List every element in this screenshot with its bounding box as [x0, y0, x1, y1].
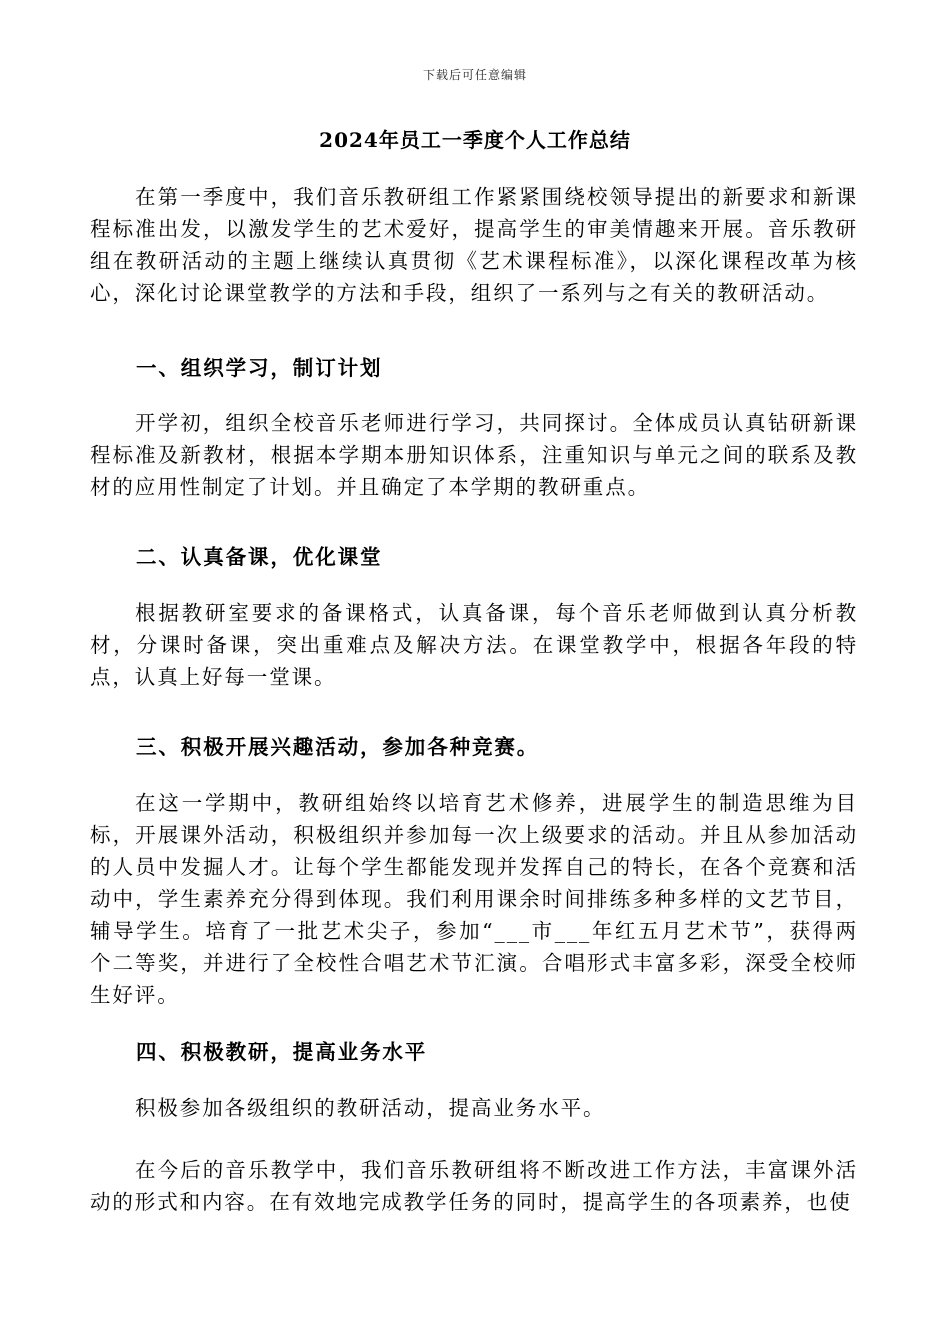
header-note: 下载后可任意编辑 — [422, 68, 527, 82]
section-heading-1: 一、组织学习，制订计划 — [136, 356, 383, 380]
section-body-1: 开学初，组织全校音乐老师进行学习，共同探讨。全体成员认真钻研新课程标准及新教材，根据本学期本册知识体系，注重知识与单元之间的联系及教材的应用性制定了计划。并且确定了本学期的教研重点。 — [90, 411, 858, 499]
section-heading-2: 二、认真备课，优化课堂 — [136, 545, 383, 569]
intro-paragraph: 在第一季度中，我们音乐教研组工作紧紧围绕校领导提出的新要求和新课程标准出发，以激发学生的艺术爱好，提高学生的审美情趣来开展。音乐教研组在教研活动的主题上继续认真贯彻《艺术课程标准》，以深化课程改革为核心，深化讨论课堂教学的方法和手段，组织了一系列与之有关的教研活动。 — [90, 185, 858, 305]
section-heading-4: 四、积极教研，提高业务水平 — [136, 1040, 428, 1064]
closing-paragraph: 在今后的音乐教学中，我们音乐教研组将不断改进工作方法，丰富课外活动的形式和内容。在有效地完成教学任务的同时，提高学生的各项素养，也使 — [90, 1158, 858, 1214]
section-heading-3: 三、积极开展兴趣活动，参加各种竞赛。 — [136, 735, 540, 759]
section-body-4: 积极参加各级组织的教研活动，提高业务水平。 — [135, 1096, 606, 1120]
section-body-3: 在这一学期中，教研组始终以培育艺术修养，进展学生的制造思维为目标，开展课外活动，积极组织并参加每一次上级要求的活动。并且从参加活动的人员中发掘人才。让每个学生都能发现并发挥自己的特长，在各个竞赛和活动中，学生素养充分得到体现。我们利用课余时间排练多种多样的文艺节目，辅导学生。培育了一批艺术尖子，参加“___市___年红五月艺术节”，获得两个二等奖，并进行了全校性合唱艺术节汇演。合唱形式丰富多彩，深受全校师生好评。 — [90, 791, 858, 1007]
document-title: 2024年员工一季度个人工作总结 — [319, 128, 631, 152]
section-body-2: 根据教研室要求的备课格式，认真备课，每个音乐老师做到认真分析教材，分课时备课，突出重难点及解决方法。在课堂教学中，根据各年段的特点，认真上好每一堂课。 — [90, 601, 858, 689]
